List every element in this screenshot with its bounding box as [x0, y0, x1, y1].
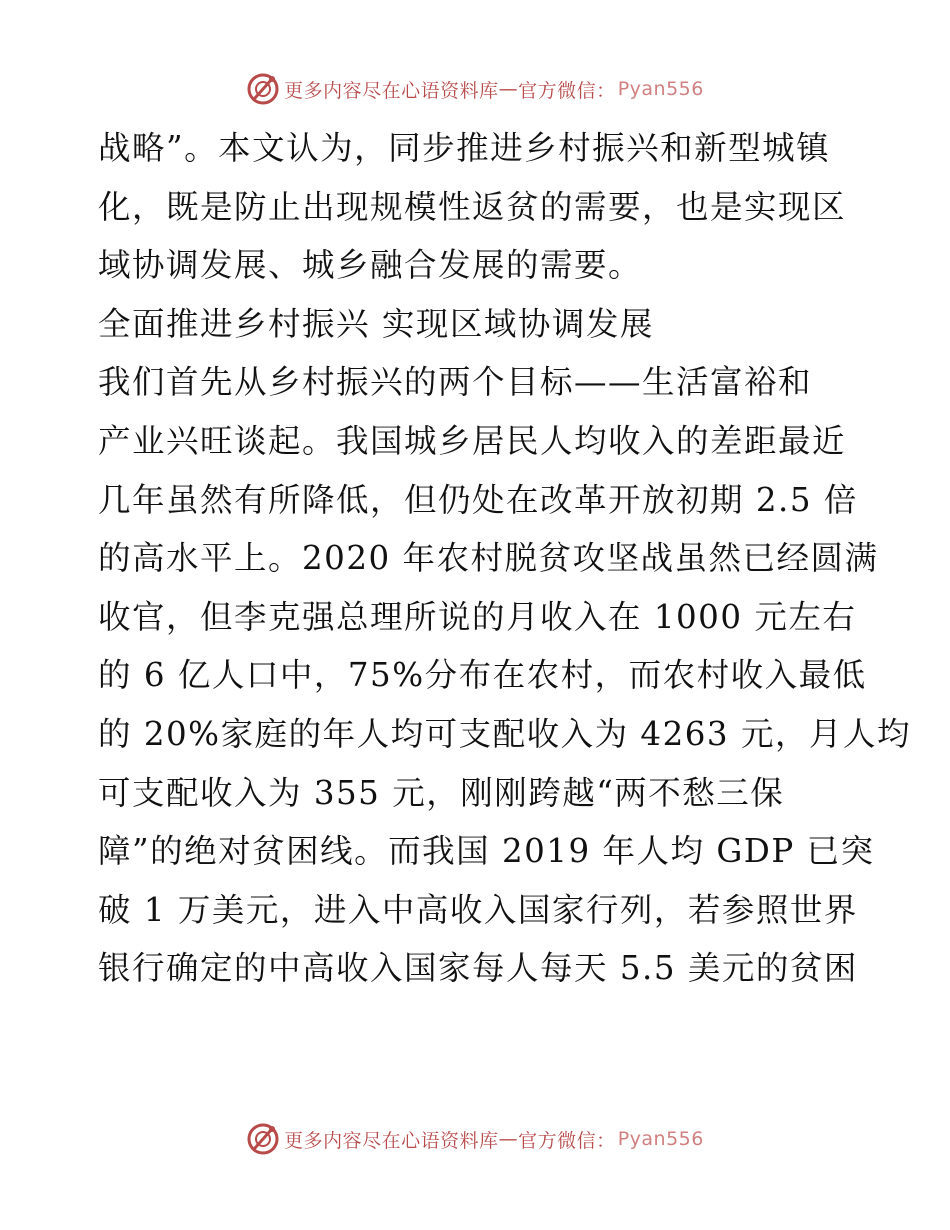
text-line: 的高水平上。2020 年农村脱贫攻坚战虽然已经圆满 [98, 539, 879, 578]
watermark-brand-text: 更多内容尽在心语资料库 [284, 79, 499, 102]
text-line: 几年虽然有所降低，但仍处在改革开放初期 2.5 倍 [98, 480, 858, 519]
text-line: 我们首先从乡村振兴的两个目标——生活富裕和 [98, 363, 813, 402]
footer-watermark [0, 1122, 950, 1156]
text-line: 的 6 亿人口中，75%分布在农村，而农村收入最低 [98, 656, 867, 695]
header-watermark [0, 72, 950, 106]
brand-logo-icon [246, 1122, 280, 1156]
watermark-brand-text: 更多内容尽在心语资料库 [284, 1129, 499, 1152]
text-line: 的 20%家庭的年人均可支配收入为 4263 元，月人均 [98, 714, 911, 753]
text-line: 可支配收入为 355 元，刚刚跨越“两不愁三保 [98, 773, 785, 812]
text-line: 障”的绝对贫困线。而我国 2019 年人均 GDP 已突 [98, 832, 875, 871]
text-line: 破 1 万美元，进入中高收入国家行列，若参照世界 [98, 890, 858, 929]
text-line: 收官，但李克强总理所说的月收入在 1000 元左右 [98, 597, 857, 636]
watermark-wechat-id: Pyan556 [617, 1128, 704, 1150]
text-line: 战略”。本文认为，同步推进乡村振兴和新型城镇 [98, 129, 831, 167]
watermark-wechat-id: Pyan556 [617, 78, 704, 100]
text-line: 域协调发展、城乡融合发展的需要。 [98, 246, 643, 285]
watermark-official-label: 官方微信： [518, 1129, 616, 1152]
text-line: 化，既是防止出现规模性返贫的需要，也是实现区 [98, 187, 847, 226]
watermark-separator: — [498, 78, 519, 100]
document-body [98, 124, 911, 1003]
text-line: 产业兴旺谈起。我国城乡居民人均收入的差距最近 [98, 421, 847, 460]
brand-logo-icon [246, 72, 280, 106]
section-heading: 全面推进乡村振兴 实现区域协调发展 [98, 304, 654, 343]
watermark-separator: — [498, 1128, 519, 1150]
watermark-official-label: 官方微信： [518, 79, 616, 102]
text-line: 银行确定的中高收入国家每人每天 5.5 美元的贫困 [98, 949, 858, 988]
